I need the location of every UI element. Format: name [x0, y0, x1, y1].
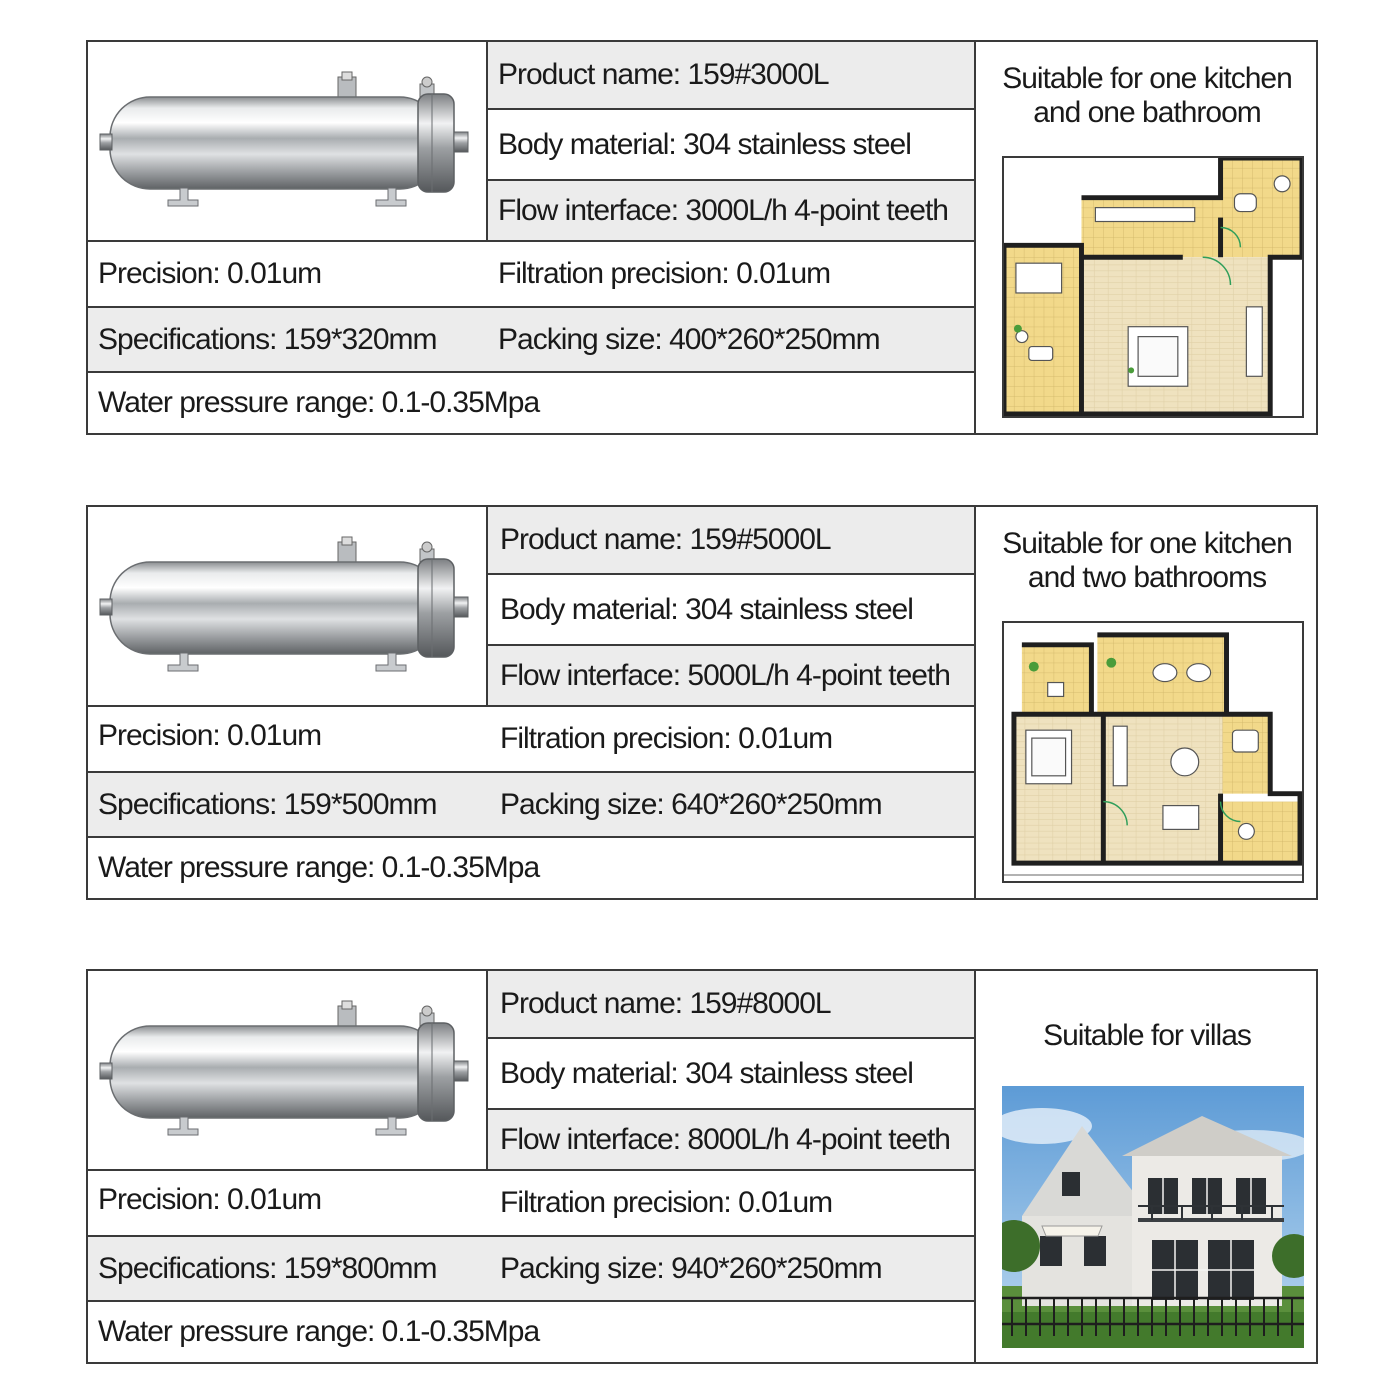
filtration-precision: Filtration precision: 0.01um: [498, 257, 831, 290]
suitable-line-1: Suitable for one kitchen: [1002, 62, 1292, 95]
filtration-precision: Filtration precision: 0.01um: [500, 1186, 833, 1219]
suitable-for-title: [977, 1019, 1317, 1053]
suitable-for-title: [977, 62, 1317, 130]
floor-plan-image: [1002, 621, 1304, 883]
product-name: Product name: 159#3000L: [488, 42, 974, 108]
flow-interface: Flow interface: 8000L/h 4-point teeth: [488, 1110, 974, 1169]
specifications: Specifications: 159*800mm: [88, 1237, 488, 1300]
filter-product-image: [88, 971, 488, 1171]
floor-plan-image: [1002, 156, 1304, 418]
suitable-line-2: and two bathrooms: [1027, 561, 1267, 594]
packing-size: Packing size: 640*260*250mm: [488, 773, 974, 836]
suitable-for-title: [977, 527, 1317, 595]
body-material: Body material: 304 stainless steel: [500, 592, 913, 626]
filter-product-image: [88, 42, 488, 242]
suitable-line-1: Suitable for villas: [1043, 1019, 1251, 1052]
body-material: Body material: 304 stainless steel: [500, 1056, 913, 1090]
water-pressure-range: Water pressure range: 0.1-0.35Mpa: [98, 1315, 540, 1348]
precision: Precision: 0.01um: [98, 719, 322, 752]
product-card-2: [86, 505, 1318, 900]
water-pressure-range: Water pressure range: 0.1-0.35Mpa: [98, 386, 540, 419]
villa-photo-image: [1002, 1086, 1304, 1348]
filtration-precision: Filtration precision: 0.01um: [500, 722, 833, 755]
precision: Precision: 0.01um: [98, 1183, 322, 1216]
flow-interface: Flow interface: 3000L/h 4-point teeth: [488, 181, 974, 240]
suitable-line-1: Suitable for one kitchen: [1002, 527, 1292, 560]
product-name: Product name: 159#5000L: [488, 507, 974, 573]
specifications: Specifications: 159*320mm: [88, 308, 488, 371]
precision: Precision: 0.01um: [98, 257, 322, 290]
packing-size: Packing size: 940*260*250mm: [488, 1237, 974, 1300]
specifications: Specifications: 159*500mm: [88, 773, 488, 836]
product-card-3: [86, 969, 1318, 1364]
suitable-line-2: and one bathroom: [1033, 96, 1261, 129]
flow-interface: Flow interface: 5000L/h 4-point teeth: [488, 646, 974, 705]
product-name: Product name: 159#8000L: [488, 971, 974, 1037]
product-card-1: [86, 40, 1318, 435]
body-material: Body material: 304 stainless steel: [498, 127, 911, 161]
water-pressure-range: Water pressure range: 0.1-0.35Mpa: [98, 851, 540, 884]
filter-product-image: [88, 507, 488, 707]
packing-size: Packing size: 400*260*250mm: [488, 308, 974, 371]
